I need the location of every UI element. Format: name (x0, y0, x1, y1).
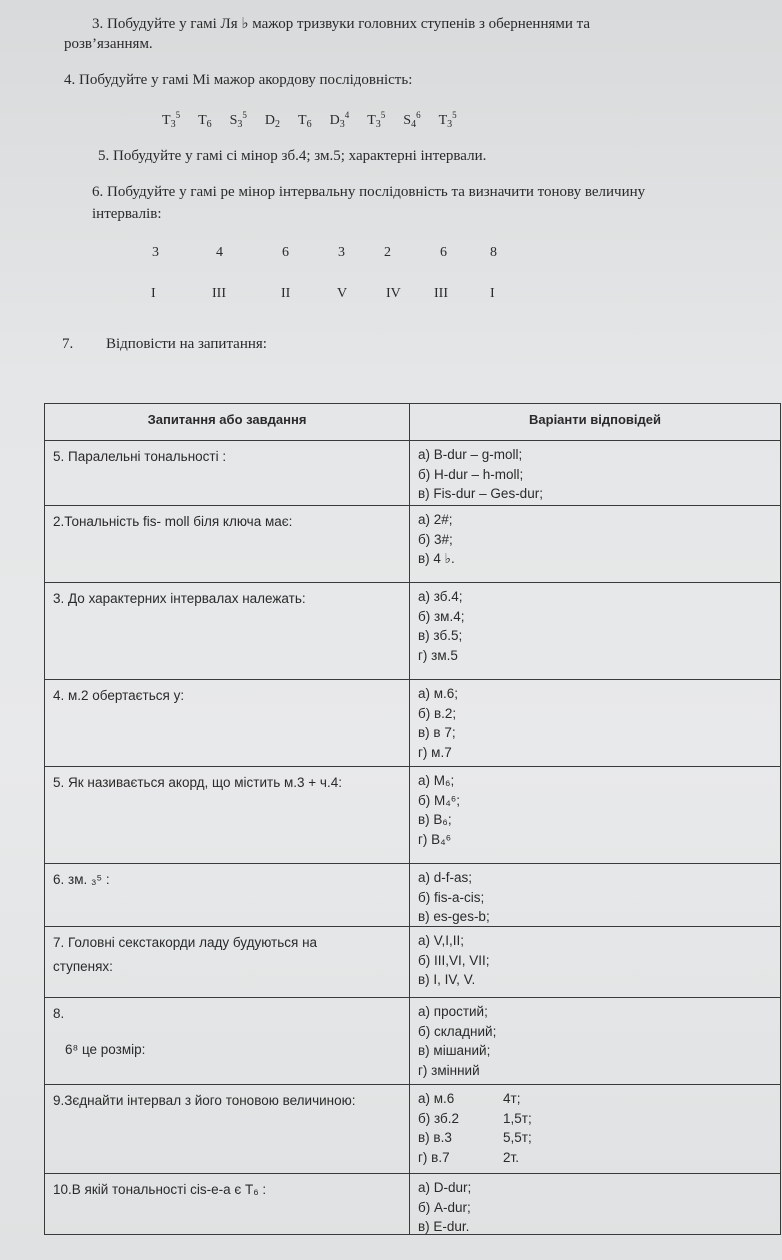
chord-inversion-sub: 2 (275, 119, 281, 130)
scale-degree: II (281, 286, 291, 301)
question-cell (45, 864, 410, 926)
answer-option: а) V,I,II; (418, 933, 465, 948)
interval-number: 6 (282, 245, 289, 260)
answer-option: в) 4 ♭. (418, 551, 455, 566)
chord-inversion-sub: 6 (306, 119, 312, 130)
chord-inversion-sup: 5 (452, 110, 457, 120)
question-text: 4. м.2 обертається у: (53, 688, 185, 703)
chord-inversion-sup: 5 (380, 110, 386, 120)
answer-option: б) A-dur; (418, 1199, 471, 1215)
answer-option: а) D-dur; (418, 1180, 472, 1195)
answer-option: б) M₄⁶; (418, 792, 461, 808)
answer-option: г) зм.5 (418, 647, 458, 663)
question-text: 10.В якій тональності cis-e-a є T₆ : (53, 1182, 267, 1197)
answer-option: а) м.6; (418, 686, 459, 701)
question-cell (45, 927, 410, 997)
answer-option: г) B₄⁶ (418, 831, 452, 847)
answers-cell (410, 583, 780, 679)
answers-cell (410, 927, 780, 997)
task-7-number: 7. (62, 336, 74, 352)
answer-option: б) складний; (418, 1023, 497, 1039)
answer-option (418, 1128, 772, 1148)
chord-inversion-sup: 5 (242, 110, 247, 120)
answer-option: а) d-f-as; (418, 870, 473, 885)
answer-option: а) зб.4; (418, 589, 463, 604)
interval-number: 3 (152, 245, 159, 260)
answer-tone-value: 1,5т; (503, 1110, 532, 1126)
answer-interval: г) в.7 (418, 1149, 450, 1165)
chord-inversion-sub: 6 (206, 119, 212, 130)
chord-symbol: $T_3^5$ (438, 110, 457, 130)
answer-option: б) fis-a-cis; (418, 889, 485, 905)
answer-option: б) зм.4; (418, 608, 465, 624)
answers-cell (410, 998, 780, 1084)
answers-cell (410, 767, 780, 863)
answers-cell (410, 1174, 780, 1234)
chord-inversion-sub: 3 (170, 119, 176, 130)
answer-option: в) Fis-dur – Ges-dur; (418, 486, 543, 501)
table-row (45, 441, 780, 506)
question-cell (45, 583, 410, 679)
question-cell (45, 680, 410, 766)
question-text: 8. (53, 1006, 65, 1021)
chord-inversion-sub: 3 (375, 119, 381, 130)
question-text: ступенях: (53, 959, 113, 974)
answers-cell (410, 506, 780, 582)
answer-option: б) III,VI, VII; (418, 952, 490, 968)
answers-cell (410, 864, 780, 926)
task-3-line-1: 3. Побудуйте у гамі Ля ♭ мажор тризвуки головних ступенів з оберненнями та (92, 16, 591, 32)
chord-inversion-sub: 3 (339, 119, 345, 130)
question-cell (45, 441, 410, 505)
table-row (45, 506, 780, 583)
answer-option: в) E-dur. (418, 1219, 470, 1234)
answer-option: б) в.2; (418, 705, 457, 721)
task-5-text: 5. Побудуйте у гамі сі мінор зб.4; зм.5; характерні інтервали. (98, 148, 487, 164)
question-text: 5. Як називається акорд, що містить м.3 + ч.4: (53, 775, 342, 790)
header-question: Запитання або завдання (45, 404, 410, 440)
question-text: 3. До характерних інтервалах належать: (53, 591, 306, 606)
answer-option: в) I, IV, V. (418, 972, 476, 987)
table-header-row (45, 404, 780, 441)
scale-degree: III (212, 286, 226, 301)
task-7-text: Відповісти на запитання: (106, 336, 267, 352)
scale-degree: V (337, 286, 348, 301)
question-cell (45, 998, 410, 1084)
answer-option: в) мішаний; (418, 1043, 491, 1058)
answer-interval: в) в.3 (418, 1130, 452, 1145)
answers-cell (410, 441, 780, 505)
answer-interval: б) зб.2 (418, 1110, 460, 1126)
header-answers: Варіанти відповідей (529, 412, 661, 427)
chord-inversion-sub: 3 (447, 119, 453, 130)
answer-option: в) B₆; (418, 812, 452, 827)
table-row (45, 680, 780, 767)
chord-symbol: $D_3^4$ (329, 110, 350, 130)
chord-inversion-sup: 6 (416, 110, 421, 120)
chord-symbol: $T_6$ (298, 113, 312, 130)
interval-number: 4 (216, 245, 223, 260)
task-4-text: 4. Побудуйте у гамі Мі мажор акордову послідовність: (64, 72, 413, 88)
answer-option: б) 3#; (418, 531, 453, 547)
chord-symbol: $T_3^5$ (162, 110, 181, 130)
answer-option: а) простий; (418, 1004, 488, 1019)
question-cell (45, 1085, 410, 1173)
answer-option: в) в 7; (418, 725, 456, 740)
chord-inversion-sup: 4 (344, 110, 350, 120)
scale-degree: I (151, 286, 156, 301)
table-row (45, 998, 780, 1085)
task-6-line-2: інтервалів: (92, 206, 162, 222)
answer-tone-value: 4т; (503, 1091, 521, 1106)
answer-option: г) змінний (418, 1062, 480, 1078)
task-6-line-1: 6. Побудуйте у гамі ре мінор інтервальну послідовність та визначити тонову величину (92, 184, 646, 200)
interval-number: 8 (490, 245, 497, 260)
answer-option (418, 1089, 772, 1109)
chord-inversion-sup: 5 (175, 110, 181, 120)
answer-tone-value: 5,5т; (503, 1130, 532, 1145)
question-cell (45, 767, 410, 863)
scale-degree: III (434, 286, 448, 301)
question-text: 2.Тональність fis- moll біля ключа має: (53, 514, 293, 529)
answer-option: а) M₆; (418, 773, 455, 788)
task-3-line-2: розв’язанням. (64, 36, 153, 52)
question-cell (45, 1174, 410, 1234)
question-text: 6⁸ це розмір: (65, 1042, 146, 1057)
table-row (45, 864, 780, 927)
answer-tone-value: 2т. (503, 1149, 519, 1165)
answer-option: в) es-ges-b; (418, 909, 490, 924)
interval-number: 2 (384, 245, 391, 260)
question-text: 9.Зєднайти інтервал з його тоновою величиною: (53, 1093, 356, 1108)
chord-inversion-sub: 4 (411, 119, 417, 130)
question-text: 6. зм. ₃⁵ : (53, 872, 110, 887)
chord-symbol: $S_3^5$ (229, 110, 247, 130)
table-row (45, 1174, 780, 1235)
answer-interval: а) м.6 (418, 1091, 455, 1106)
chord-symbol: $S_4^6$ (403, 110, 421, 130)
answers-cell (410, 1085, 780, 1173)
answer-option: в) зб.5; (418, 628, 463, 643)
chord-symbol: $T_3^5$ (367, 110, 386, 130)
scale-degree: IV (386, 286, 401, 301)
answer-option (418, 1148, 772, 1168)
chord-inversion-sub: 3 (237, 119, 243, 130)
question-text: 7. Головні секстакорди ладу будуються на (53, 935, 318, 950)
answer-option (418, 1109, 772, 1129)
question-text: 5. Паралельні тональності : (53, 449, 227, 464)
table-row (45, 583, 780, 680)
interval-number: 6 (440, 245, 447, 260)
scale-degree: I (490, 286, 495, 301)
chord-symbol: $D_2$ (264, 113, 281, 130)
table-row (45, 767, 780, 864)
answer-option: г) м.7 (418, 744, 452, 760)
question-cell (45, 506, 410, 582)
answer-option: а) 2#; (418, 512, 453, 527)
answer-option: б) H-dur – h-moll; (418, 466, 524, 482)
chord-symbol: $T_6$ (198, 113, 212, 130)
answers-cell (410, 680, 780, 766)
table-row (45, 1085, 780, 1174)
interval-number: 3 (338, 245, 345, 260)
table-row (45, 927, 780, 998)
questions-table (44, 403, 781, 1235)
answer-option: а) B-dur – g-moll; (418, 447, 523, 462)
chord-sequence (162, 110, 475, 130)
